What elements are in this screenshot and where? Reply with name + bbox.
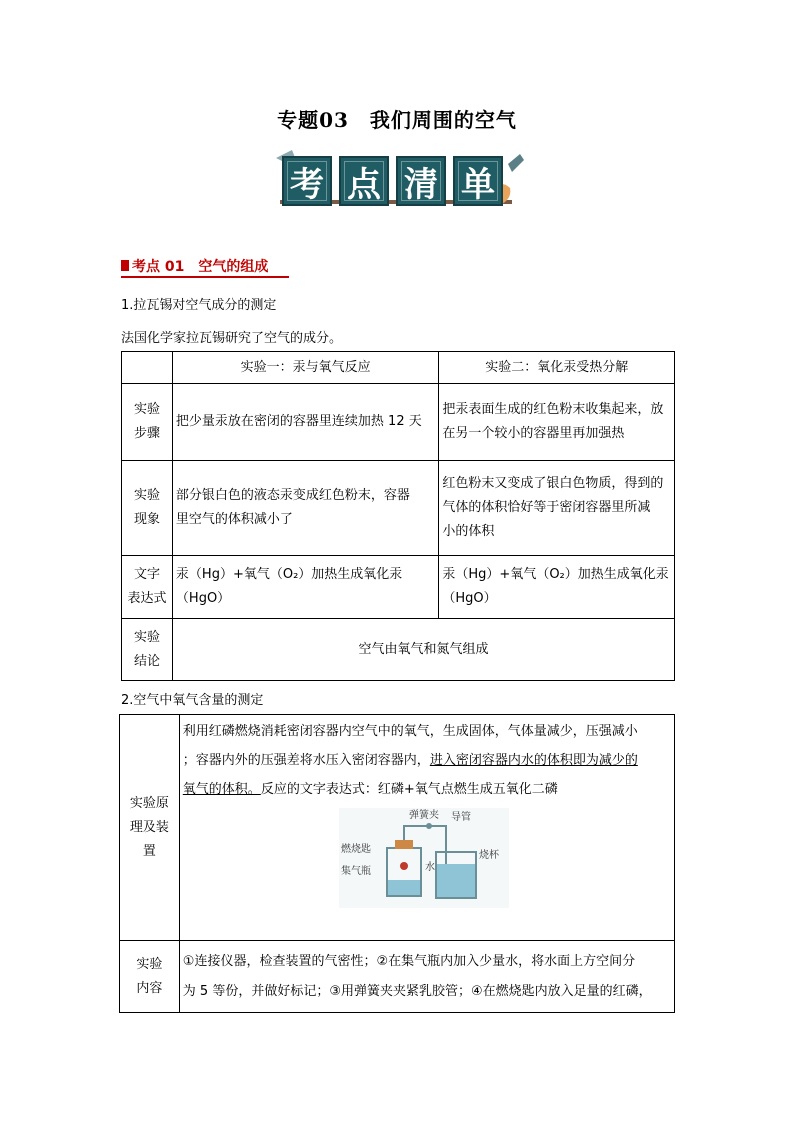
- principle-line: 氧气的体积。反应的文字表达式：红磷+氧气点燃生成五氧化二磷: [182, 782, 558, 797]
- table-row: [122, 384, 675, 461]
- row-label: 实验 内容: [120, 941, 180, 1013]
- tube-label: 导管: [450, 812, 471, 823]
- clip-label: 弹簧夹: [408, 810, 439, 821]
- water-label: 水: [424, 862, 435, 873]
- exp1-cell: 汞（Hg）+氧气（O₂）加热生成氧化汞 （HgO）: [172, 556, 438, 619]
- intro-text: 法国化学家拉瓦锡研究了空气的成分。: [121, 331, 343, 346]
- conclusion-cell: 空气由氧气和氮气组成: [172, 619, 674, 681]
- table-row: [122, 461, 675, 556]
- table-row: [122, 619, 675, 681]
- banner-char: 清: [396, 156, 446, 206]
- principle-line: ；容器内外的压强差将水压入密闭容器内，进入密闭容器内水的体积即为减少的: [182, 753, 638, 768]
- exp2-cell: 把汞表面生成的红色粉末收集起来，放 在另一个较小的容器里再加强热: [439, 384, 675, 461]
- lavoisier-table: [121, 351, 675, 681]
- row-label: 实验 结论: [122, 619, 173, 681]
- exp1-cell: 把少量汞放在密闭的容器里连续加热 12 天: [172, 384, 438, 461]
- row-label: 文字 表达式: [122, 556, 173, 619]
- exp2-cell: 红色粉末又变成了银白色物质，得到的 气体的体积恰好等于密闭容器里所减 小的体积: [439, 461, 675, 556]
- apparatus-diagram: [339, 808, 509, 908]
- banner-char: 点: [339, 156, 389, 206]
- table-header-row: [122, 352, 675, 384]
- header-exp1: 实验一：汞与氧气反应: [172, 352, 438, 384]
- header-exp2: 实验二：氧化汞受热分解: [439, 352, 675, 384]
- subheading-lavoisier: 1.拉瓦锡对空气成分的测定: [121, 298, 277, 313]
- subheading-oxygen: 2.空气中氧气含量的测定: [121, 693, 264, 708]
- exp1-cell: 部分银白色的液态汞变成红色粉末，容器 里空气的体积减小了: [172, 461, 438, 556]
- principle-cell: [179, 715, 674, 941]
- principle-line: 利用红磷燃烧消耗密闭容器内空气中的氧气，生成固体，气体量减少，压强减小: [182, 724, 638, 739]
- banner-char: 考: [282, 156, 332, 206]
- row-label: 实验 步骤: [122, 384, 173, 461]
- table-row: [120, 941, 675, 1013]
- heading-underline: [121, 276, 289, 278]
- content-cell: ①连接仪器，检查装置的气密性；②在集气瓶内加入少量水，将水面上方空间分 为 5 等份，并做好标记；③用弹簧夹夹紧乳胶管；④在燃烧匙内放入足量的红磷，: [179, 941, 674, 1013]
- section-heading-text: 考点 01 空气的组成: [132, 259, 269, 275]
- exp2-cell: 汞（Hg）+氧气（O₂）加热生成氧化汞 （HgO）: [439, 556, 675, 619]
- bottle-label: 集气瓶: [340, 866, 371, 877]
- banner-char: 单: [453, 156, 503, 206]
- kaodian-qingdan-banner: [270, 150, 525, 214]
- table-row: [122, 556, 675, 619]
- table-row: [120, 715, 675, 941]
- row-label: 实验原 理及装 置: [120, 715, 180, 941]
- spoon-label: 燃烧匙: [340, 844, 371, 855]
- oxygen-table: [119, 714, 675, 1013]
- section-heading: [121, 256, 291, 280]
- page-title: 专题03 我们周围的空气: [277, 108, 517, 132]
- empty-header-cell: [122, 352, 173, 384]
- heading-marker: [121, 260, 129, 271]
- beaker-label: 烧杯: [478, 850, 499, 861]
- row-label: 实验 现象: [122, 461, 173, 556]
